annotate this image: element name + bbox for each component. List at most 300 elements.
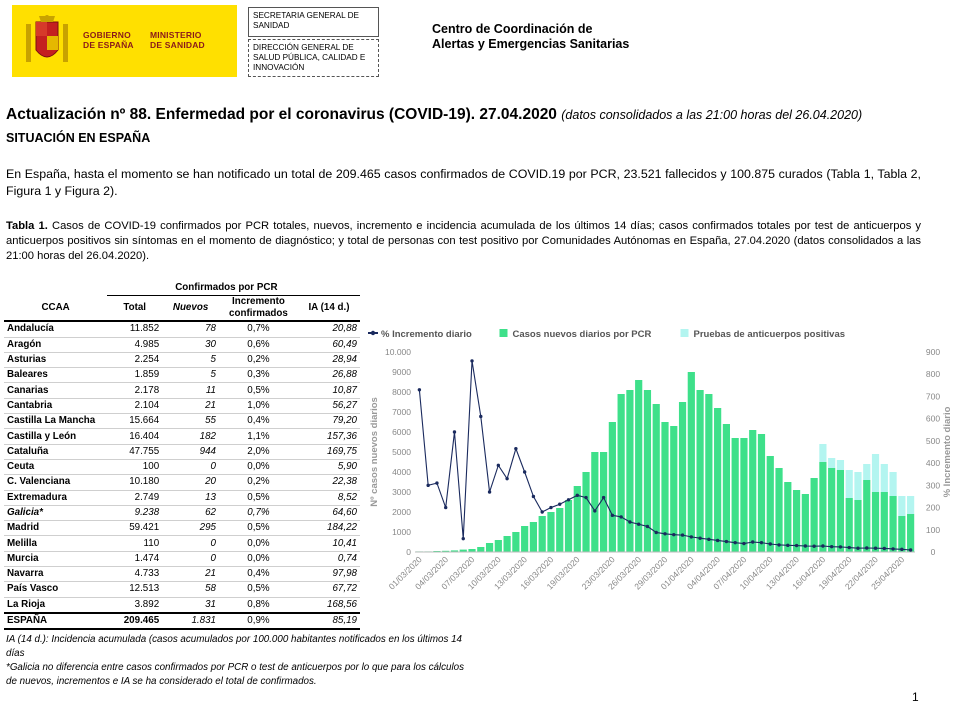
bar-anticuerpos [837, 460, 844, 470]
point-incremento [558, 503, 561, 506]
bar-pcr [854, 500, 861, 552]
x-tick-label: 01/04/2020 [658, 554, 696, 592]
bar-pcr [582, 472, 589, 552]
bar-pcr [618, 394, 625, 552]
point-incremento [523, 470, 526, 473]
cell-ia: 60,49 [298, 337, 360, 352]
cell-ia: 56,27 [298, 398, 360, 413]
table-row [4, 383, 360, 398]
x-tick-label: 07/04/2020 [711, 554, 749, 592]
point-incremento [567, 498, 570, 501]
cell-ia: 97,98 [298, 567, 360, 582]
point-incremento [549, 506, 552, 509]
y2-tick-label: 0 [930, 547, 936, 557]
y-tick-label: 3000 [392, 487, 411, 497]
x-tick-label: 13/03/2020 [491, 554, 530, 592]
cell-ccaa: Aragón [4, 337, 107, 352]
cell-ia: 168,56 [298, 597, 360, 613]
cell-total: 2.178 [107, 383, 162, 398]
col-ccaa: CCAA [4, 296, 107, 322]
point-incremento [856, 547, 859, 550]
table-row [4, 337, 360, 352]
point-incremento [444, 506, 447, 509]
y-tick-label: 6000 [392, 427, 411, 437]
point-incremento [663, 532, 666, 535]
page-title-text: Actualización nº 88. Enfermedad por el coronavirus (COVID-19). 27.04.2020 [6, 106, 557, 123]
coat-of-arms-icon [22, 14, 72, 70]
cell-nuevos: 21 [162, 398, 219, 413]
bar-anticuerpos [907, 496, 914, 514]
col-nuevos: Nuevos [162, 296, 219, 322]
x-tick-label: 19/04/2020 [816, 554, 854, 592]
table-caption-text: Casos de COVID-19 confirmados por PCR totales, nuevos, incremento e incidencia acumulada de los últimos 14 días; casos confirmados totales por test de anticuerpos y anticuerpos positivos sin síntomas en el momento de diagnóstico; y total de personas con test positivo por Comunidades Autónomas en España, 27.04.2020 (datos consolidados a las 21:00 horas del 26.04.2020). [6, 220, 922, 262]
legend-swatch-box [500, 329, 508, 337]
point-incremento [655, 531, 658, 534]
point-incremento [470, 359, 473, 362]
bar-pcr [907, 514, 914, 552]
bar-anticuerpos [863, 464, 870, 480]
cell-total: 12.513 [107, 582, 162, 597]
point-incremento [435, 481, 438, 484]
point-incremento [576, 494, 579, 497]
table-caption [6, 219, 921, 264]
cell-nuevos: 31 [162, 597, 219, 613]
gov-line-1: GOBIERNO [83, 30, 131, 40]
bar-pcr [811, 478, 818, 552]
cell-ccaa: Navarra [4, 567, 107, 582]
y2-tick-label: 600 [925, 413, 941, 424]
cell-nuevos: 944 [162, 444, 219, 459]
point-incremento [777, 543, 780, 546]
group-spacer [4, 281, 107, 296]
bar-pcr [732, 438, 739, 552]
footnote-galicia: *Galicia no diferencia entre casos confirmados por PCR o test de anticuerpos por lo que para los cálculos de nuevos, incrementos e IA se ha considerado el total de confirmados. [6, 662, 464, 687]
cell-total: 2.749 [107, 490, 162, 505]
point-incremento [426, 484, 429, 487]
point-incremento [891, 547, 894, 550]
point-incremento [593, 509, 596, 512]
y-tick-label: 1000 [392, 527, 411, 537]
x-tick-label: 16/03/2020 [518, 554, 556, 592]
bar-anticuerpos [828, 458, 835, 468]
cell-nuevos: 62 [162, 505, 219, 520]
cell-ia: 5,90 [298, 459, 360, 474]
table-row [4, 567, 360, 582]
cell-ia: 157,36 [298, 429, 360, 444]
cell-nuevos: 13 [162, 490, 219, 505]
total-cell-ccaa: ESPAÑA [4, 613, 107, 629]
point-incremento [821, 544, 824, 547]
point-incremento [532, 495, 535, 498]
y2-tick-label: 300 [925, 480, 941, 491]
point-incremento [751, 540, 754, 543]
x-tick-label: 22/04/2020 [842, 554, 880, 592]
bar-pcr [609, 422, 616, 552]
cell-ia: 0,74 [298, 551, 360, 566]
point-incremento [479, 415, 482, 418]
cell-total: 11.852 [107, 321, 162, 337]
total-cell-incremento: 0,9% [219, 613, 298, 629]
cell-nuevos: 11 [162, 383, 219, 398]
cell-total: 2.254 [107, 352, 162, 367]
bar-pcr [530, 522, 537, 552]
cell-total: 4.985 [107, 337, 162, 352]
bar-pcr [512, 532, 519, 552]
point-incremento [707, 538, 710, 541]
x-tick-label: 29/03/2020 [632, 554, 670, 592]
point-incremento [716, 539, 719, 542]
cell-ia: 64,60 [298, 505, 360, 520]
cell-incremento: 0,5% [219, 383, 298, 398]
cell-ccaa: Canarias [4, 383, 107, 398]
cell-nuevos: 0 [162, 459, 219, 474]
cell-incremento: 0,0% [219, 536, 298, 551]
y2-tick-label: 400 [925, 458, 941, 469]
cell-incremento: 0,6% [219, 337, 298, 352]
col-incremento: Incremento confirmados [219, 296, 298, 322]
ministry-label [150, 30, 205, 50]
x-tick-label: 16/04/2020 [790, 554, 828, 592]
point-incremento [742, 542, 745, 545]
cell-incremento: 0,4% [219, 567, 298, 582]
bar-pcr [758, 434, 765, 552]
cell-ia: 79,20 [298, 414, 360, 429]
cell-total: 100 [107, 459, 162, 474]
cell-incremento: 0,3% [219, 368, 298, 383]
point-incremento [681, 533, 684, 536]
bar-pcr [626, 390, 633, 552]
bar-pcr [705, 394, 712, 552]
cell-ia: 22,38 [298, 475, 360, 490]
bar-pcr [477, 547, 484, 552]
x-tick-label: 10/04/2020 [737, 554, 775, 592]
bar-pcr [837, 470, 844, 552]
cell-nuevos: 20 [162, 475, 219, 490]
cell-incremento: 0,2% [219, 475, 298, 490]
legend-swatch-box [681, 329, 689, 337]
x-tick-label: 04/03/2020 [412, 554, 451, 592]
cell-incremento: 0,7% [219, 321, 298, 337]
intro-paragraph: En España, hasta el momento se han notificado un total de 209.465 casos confirmados de COVID.19 por PCR, 23.521 fallecidos y 100.875 curados (Tabla 1, Tabla 2, Figura 1 y Figura 2). [6, 167, 921, 198]
bar-pcr [828, 468, 835, 552]
epidemic-chart [360, 322, 960, 607]
cell-nuevos: 295 [162, 521, 219, 536]
table-row [4, 536, 360, 551]
cell-incremento: 2,0% [219, 444, 298, 459]
point-incremento [804, 544, 807, 547]
cell-nuevos: 182 [162, 429, 219, 444]
page-number: 1 [912, 690, 919, 704]
cell-nuevos: 30 [162, 337, 219, 352]
x-tick-label: 07/03/2020 [439, 554, 477, 592]
cell-ccaa: Castilla y León [4, 429, 107, 444]
ministry-line-1: MINISTERIO [150, 30, 202, 40]
table-row [4, 475, 360, 490]
table-row [4, 321, 360, 337]
bar-anticuerpos [889, 472, 896, 496]
point-incremento [786, 544, 789, 547]
cell-ccaa: Cantabria [4, 398, 107, 413]
y2-axis-label: % Incremento diario [942, 406, 953, 498]
y-tick-label: 5000 [392, 447, 411, 457]
cell-total: 47.755 [107, 444, 162, 459]
footnote-ia: IA (14 d.): Incidencia acumulada (casos acumulados por 100.000 habitantes notificados en los últimos 14 días [6, 634, 463, 659]
cell-ccaa: Castilla La Mancha [4, 414, 107, 429]
cell-ccaa: Madrid [4, 521, 107, 536]
table-row [4, 352, 360, 367]
col-total: Total [107, 296, 162, 322]
gov-line-2: DE ESPAÑA [83, 40, 134, 50]
bar-pcr [863, 480, 870, 552]
cell-nuevos: 58 [162, 582, 219, 597]
y2-tick-label: 100 [925, 524, 941, 535]
point-incremento [760, 541, 763, 544]
bar-pcr [521, 526, 528, 552]
cell-total: 15.664 [107, 414, 162, 429]
cell-ccaa: Baleares [4, 368, 107, 383]
total-cell-total: 209.465 [107, 613, 162, 629]
total-cell-nuevos: 1.831 [162, 613, 219, 629]
bar-anticuerpos [872, 454, 879, 492]
cell-incremento: 1,0% [219, 398, 298, 413]
cell-ia: 26,88 [298, 368, 360, 383]
cell-incremento: 0,0% [219, 459, 298, 474]
direccion-box: DIRECCIÓN GENERAL DE SALUD PÚBLICA, CALIDAD E INNOVACIÓN [248, 39, 379, 77]
bar-pcr [591, 452, 598, 552]
y2-tick-label: 200 [925, 502, 941, 513]
cell-ccaa: Melilla [4, 536, 107, 551]
bar-pcr [547, 512, 554, 552]
cell-incremento: 0,5% [219, 521, 298, 536]
bar-pcr [889, 496, 896, 552]
x-tick-label: 25/04/2020 [869, 554, 907, 592]
y2-tick-label: 500 [925, 435, 941, 446]
bar-pcr [504, 536, 511, 552]
bar-pcr [749, 430, 756, 552]
point-incremento [488, 490, 491, 493]
point-incremento [690, 535, 693, 538]
legend-label: Casos nuevos diarios por PCR [512, 329, 652, 340]
point-incremento [812, 545, 815, 548]
point-incremento [602, 496, 605, 499]
cell-nuevos: 5 [162, 352, 219, 367]
point-incremento [848, 546, 851, 549]
cell-total: 16.404 [107, 429, 162, 444]
cell-ccaa: C. Valenciana [4, 475, 107, 490]
point-incremento [540, 510, 543, 513]
bar-pcr [793, 490, 800, 552]
bar-pcr [740, 438, 747, 552]
point-incremento [497, 464, 500, 467]
table-caption-label: Tabla 1. [6, 220, 48, 232]
table-row [4, 429, 360, 444]
page-title-note: (datos consolidados a las 21:00 horas del 26.04.2020) [561, 108, 863, 122]
bar-pcr [846, 498, 853, 552]
y-tick-label: 7000 [392, 407, 411, 417]
table-row [4, 490, 360, 505]
ccaa-table [4, 281, 360, 630]
bar-pcr [723, 424, 730, 552]
cell-incremento: 0,2% [219, 352, 298, 367]
cell-ia: 184,22 [298, 521, 360, 536]
ministry-line-2: DE SANIDAD [150, 40, 205, 50]
cell-ccaa: Extremadura [4, 490, 107, 505]
bar-pcr [767, 456, 774, 552]
cell-ia: 8,52 [298, 490, 360, 505]
point-incremento [418, 388, 421, 391]
gov-label [83, 30, 134, 50]
y-tick-label: 10.000 [385, 347, 411, 357]
legend-label: % Incremento diario [381, 329, 472, 340]
footnotes [6, 633, 476, 689]
cell-total: 4.733 [107, 567, 162, 582]
point-incremento [637, 523, 640, 526]
y-tick-label: 0 [406, 547, 411, 557]
bar-pcr [679, 402, 686, 552]
legend-swatch-marker [371, 331, 375, 335]
cell-total: 9.238 [107, 505, 162, 520]
section-subtitle: SITUACIÓN EN ESPAÑA [6, 131, 151, 145]
y-tick-label: 2000 [392, 507, 411, 517]
table-row [4, 398, 360, 413]
cell-nuevos: 55 [162, 414, 219, 429]
cell-ia: 28,94 [298, 352, 360, 367]
table-row [4, 368, 360, 383]
cell-total: 59.421 [107, 521, 162, 536]
cell-nuevos: 0 [162, 551, 219, 566]
cell-incremento: 0,4% [219, 414, 298, 429]
point-incremento [839, 545, 842, 548]
table-row [4, 582, 360, 597]
cell-ccaa: Ceuta [4, 459, 107, 474]
bar-pcr [872, 492, 879, 552]
secretaria-box: SECRETARIA GENERAL DE SANIDAD [248, 7, 379, 37]
point-incremento [514, 447, 517, 450]
table-row [4, 505, 360, 520]
legend-label: Pruebas de anticuerpos positivas [693, 329, 846, 340]
cell-ccaa: Asturias [4, 352, 107, 367]
cell-incremento: 0,8% [219, 597, 298, 613]
cell-ia: 20,88 [298, 321, 360, 337]
page-title [6, 106, 862, 124]
cell-nuevos: 5 [162, 368, 219, 383]
x-tick-label: 10/03/2020 [465, 554, 503, 592]
bar-anticuerpos [819, 444, 826, 462]
cell-total: 1.859 [107, 368, 162, 383]
y-tick-label: 9000 [392, 367, 411, 377]
point-incremento [865, 546, 868, 549]
cell-total: 110 [107, 536, 162, 551]
x-tick-label: 26/03/2020 [605, 554, 644, 592]
table-row [4, 521, 360, 536]
point-incremento [725, 540, 728, 543]
cell-ia: 169,75 [298, 444, 360, 459]
x-tick-label: 04/04/2020 [684, 554, 723, 592]
cell-total: 10.180 [107, 475, 162, 490]
y2-tick-label: 700 [925, 391, 941, 402]
bar-anticuerpos [881, 464, 888, 492]
y2-tick-label: 900 [925, 347, 941, 357]
bar-pcr [898, 516, 905, 552]
point-incremento [874, 547, 877, 550]
y2-tick-label: 800 [925, 369, 941, 380]
bar-pcr [819, 462, 826, 552]
point-incremento [900, 548, 903, 551]
bar-pcr [881, 492, 888, 552]
bar-pcr [696, 390, 703, 552]
cell-ia: 10,87 [298, 383, 360, 398]
col-ia: IA (14 d.) [298, 296, 360, 322]
y-tick-label: 4000 [392, 467, 411, 477]
table-row [4, 444, 360, 459]
bar-pcr [714, 408, 721, 552]
table-row [4, 414, 360, 429]
bar-anticuerpos [854, 472, 861, 500]
point-incremento [646, 525, 649, 528]
table-row [4, 597, 360, 613]
point-incremento [505, 477, 508, 480]
point-incremento [909, 548, 912, 551]
y-tick-label: 8000 [392, 387, 411, 397]
cell-nuevos: 0 [162, 536, 219, 551]
bar-pcr [486, 543, 493, 552]
x-tick-label: 23/03/2020 [579, 554, 617, 592]
x-tick-label: 19/03/2020 [544, 554, 582, 592]
point-incremento [795, 544, 798, 547]
total-cell-ia: 85,19 [298, 613, 360, 629]
cell-ccaa: País Vasco [4, 582, 107, 597]
cell-ia: 10,41 [298, 536, 360, 551]
table-row [4, 551, 360, 566]
group-header: Confirmados por PCR [107, 281, 360, 296]
centro-coordinacion: Centro de Coordinación de Alertas y Emergencias Sanitarias [432, 22, 630, 51]
bar-pcr [565, 500, 572, 552]
cell-ccaa: La Rioja [4, 597, 107, 613]
x-tick-label: 13/04/2020 [763, 554, 801, 592]
cell-nuevos: 78 [162, 321, 219, 337]
bar-pcr [653, 404, 660, 552]
cell-total: 3.892 [107, 597, 162, 613]
cell-total: 1.474 [107, 551, 162, 566]
point-incremento [628, 520, 631, 523]
bar-pcr [495, 540, 502, 552]
point-incremento [584, 496, 587, 499]
cell-incremento: 0,5% [219, 582, 298, 597]
cell-total: 2.104 [107, 398, 162, 413]
bar-pcr [775, 468, 782, 552]
table-total-row [4, 613, 360, 629]
point-incremento [672, 533, 675, 536]
cell-ccaa: Galicia* [4, 505, 107, 520]
x-tick-label: 01/03/2020 [386, 554, 424, 592]
point-incremento [698, 537, 701, 540]
cell-incremento: 0,5% [219, 490, 298, 505]
point-incremento [453, 430, 456, 433]
point-incremento [830, 545, 833, 548]
bar-pcr [556, 508, 563, 552]
cell-ccaa: Andalucía [4, 321, 107, 337]
y-axis-label: Nº casos nuevos diarios [369, 397, 380, 507]
bar-anticuerpos [846, 470, 853, 498]
cell-ccaa: Murcia [4, 551, 107, 566]
bar-pcr [688, 372, 695, 552]
cell-incremento: 1,1% [219, 429, 298, 444]
cell-incremento: 0,7% [219, 505, 298, 520]
point-incremento [611, 514, 614, 517]
bar-pcr [784, 482, 791, 552]
point-incremento [733, 541, 736, 544]
cell-incremento: 0,0% [219, 551, 298, 566]
